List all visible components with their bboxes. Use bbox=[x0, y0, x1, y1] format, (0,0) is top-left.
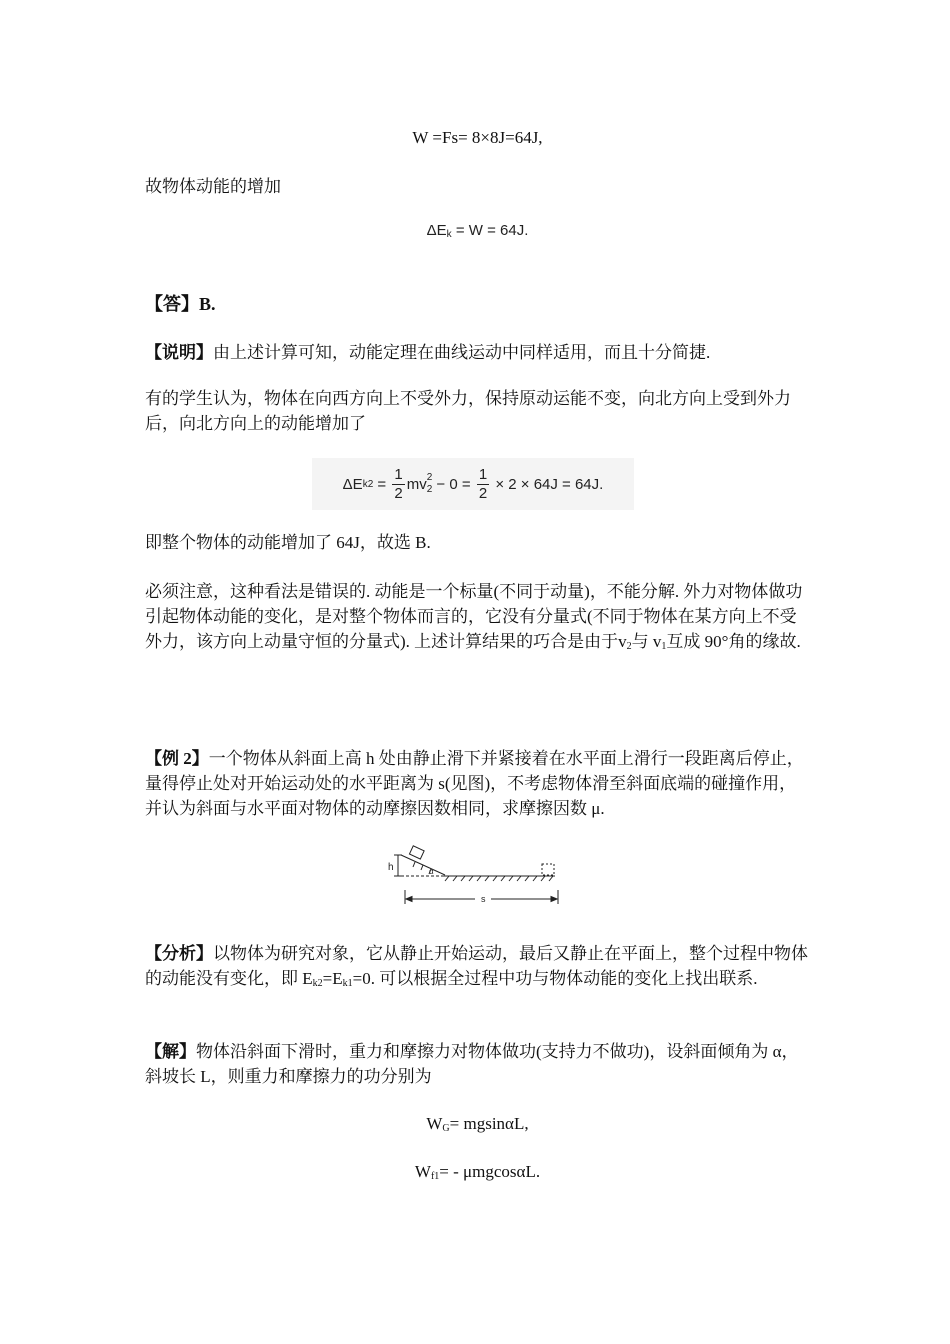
equation-wg: $W_G= mgsin\alpha L$, bbox=[426, 1114, 529, 1134]
label-alpha: α bbox=[429, 867, 434, 876]
fraction-half-2: $\frac{1}{2}$ bbox=[478, 465, 488, 502]
answer-label: 【答】 bbox=[145, 294, 199, 314]
paragraph-note-error: 必须注意，这种看法是错误的. 动能是一个标量(不同于动量)，不能分解. 外力对物体做功引起物体动能的变化，是对整个物体而言的，它没有分量式(不同于物体在某方向上不受外力，该方向上动量守恒的分量式). 上述计算结果的巧合是由于$v_2$与 $v_1$互成 90°角的缘故. bbox=[145, 582, 803, 652]
analysis-paragraph: 【分析】以物体为研究对象，它从静止开始运动，最后又静止在平面上，整个过程中物体的动能没有变化，即 $E_{k2}=E_{k1}=0$. 可以根据全过程中功与物体动能的变化上找出联系. bbox=[145, 944, 808, 989]
note-paragraph: 【说明】由上述计算可知，动能定理在曲线运动中同样适用，而且十分简捷. bbox=[145, 343, 711, 362]
paragraph-students: 有的学生认为，物体在向西方向上不受外力，保持原动运能不变，向北方向上受到外力后，向北方向上的动能增加了 bbox=[145, 389, 791, 433]
block-end bbox=[542, 864, 554, 875]
analysis-label: 【分析】 bbox=[145, 944, 213, 963]
equation-delta-ek2: ΔE k2 = $\frac{1}{2}$ mv 2 2 − 0 = $\frac{1}{2}$ × 2 × 64J = 64J. bbox=[312, 458, 634, 510]
label-s: s bbox=[481, 894, 486, 904]
paragraph-conclusion: 即整个物体的动能增加了 64J，故选 B. bbox=[145, 533, 431, 552]
fraction-half-1: $\frac{1}{2}$ bbox=[394, 465, 403, 502]
answer-value: B. bbox=[199, 294, 216, 314]
answer-line bbox=[145, 292, 810, 317]
equation-wf1: $W_{f1}= - \mu mgcos\alpha L$. bbox=[414, 1162, 541, 1182]
example2-label: 【例 2】 bbox=[145, 749, 209, 768]
example2-paragraph: 【例 2】一个物体从斜面上高 h 处由静止滑下并紧接着在水平面上滑行一段距离后停止，量得停止处对开始运动处的水平距离为 s(见图)，不考虑物体滑至斜面底端的碰撞作用，并认为斜面与水平面对物体的动摩擦因数相同，求摩擦因数 μ. bbox=[145, 749, 804, 818]
ground-hatching bbox=[445, 876, 553, 881]
block-start bbox=[409, 846, 424, 859]
incline-figure bbox=[385, 843, 565, 909]
solution-paragraph: 【解】物体沿斜面下滑时，重力和摩擦力对物体做功(支持力不做功)，设斜面倾角为 α，斜坡长 L，则重力和摩擦力的功分别为 bbox=[145, 1042, 799, 1086]
equation-delta-ek: $\Delta E_k = W = 64J$. bbox=[426, 222, 529, 240]
solution-label: 【解】 bbox=[145, 1042, 196, 1061]
label-h: h bbox=[388, 862, 394, 873]
paragraph-ke-increase: 故物体动能的增加 bbox=[145, 177, 281, 196]
note-label: 【说明】 bbox=[145, 343, 213, 362]
equation-work: W =Fs= 8×8J=64J, bbox=[412, 128, 543, 147]
